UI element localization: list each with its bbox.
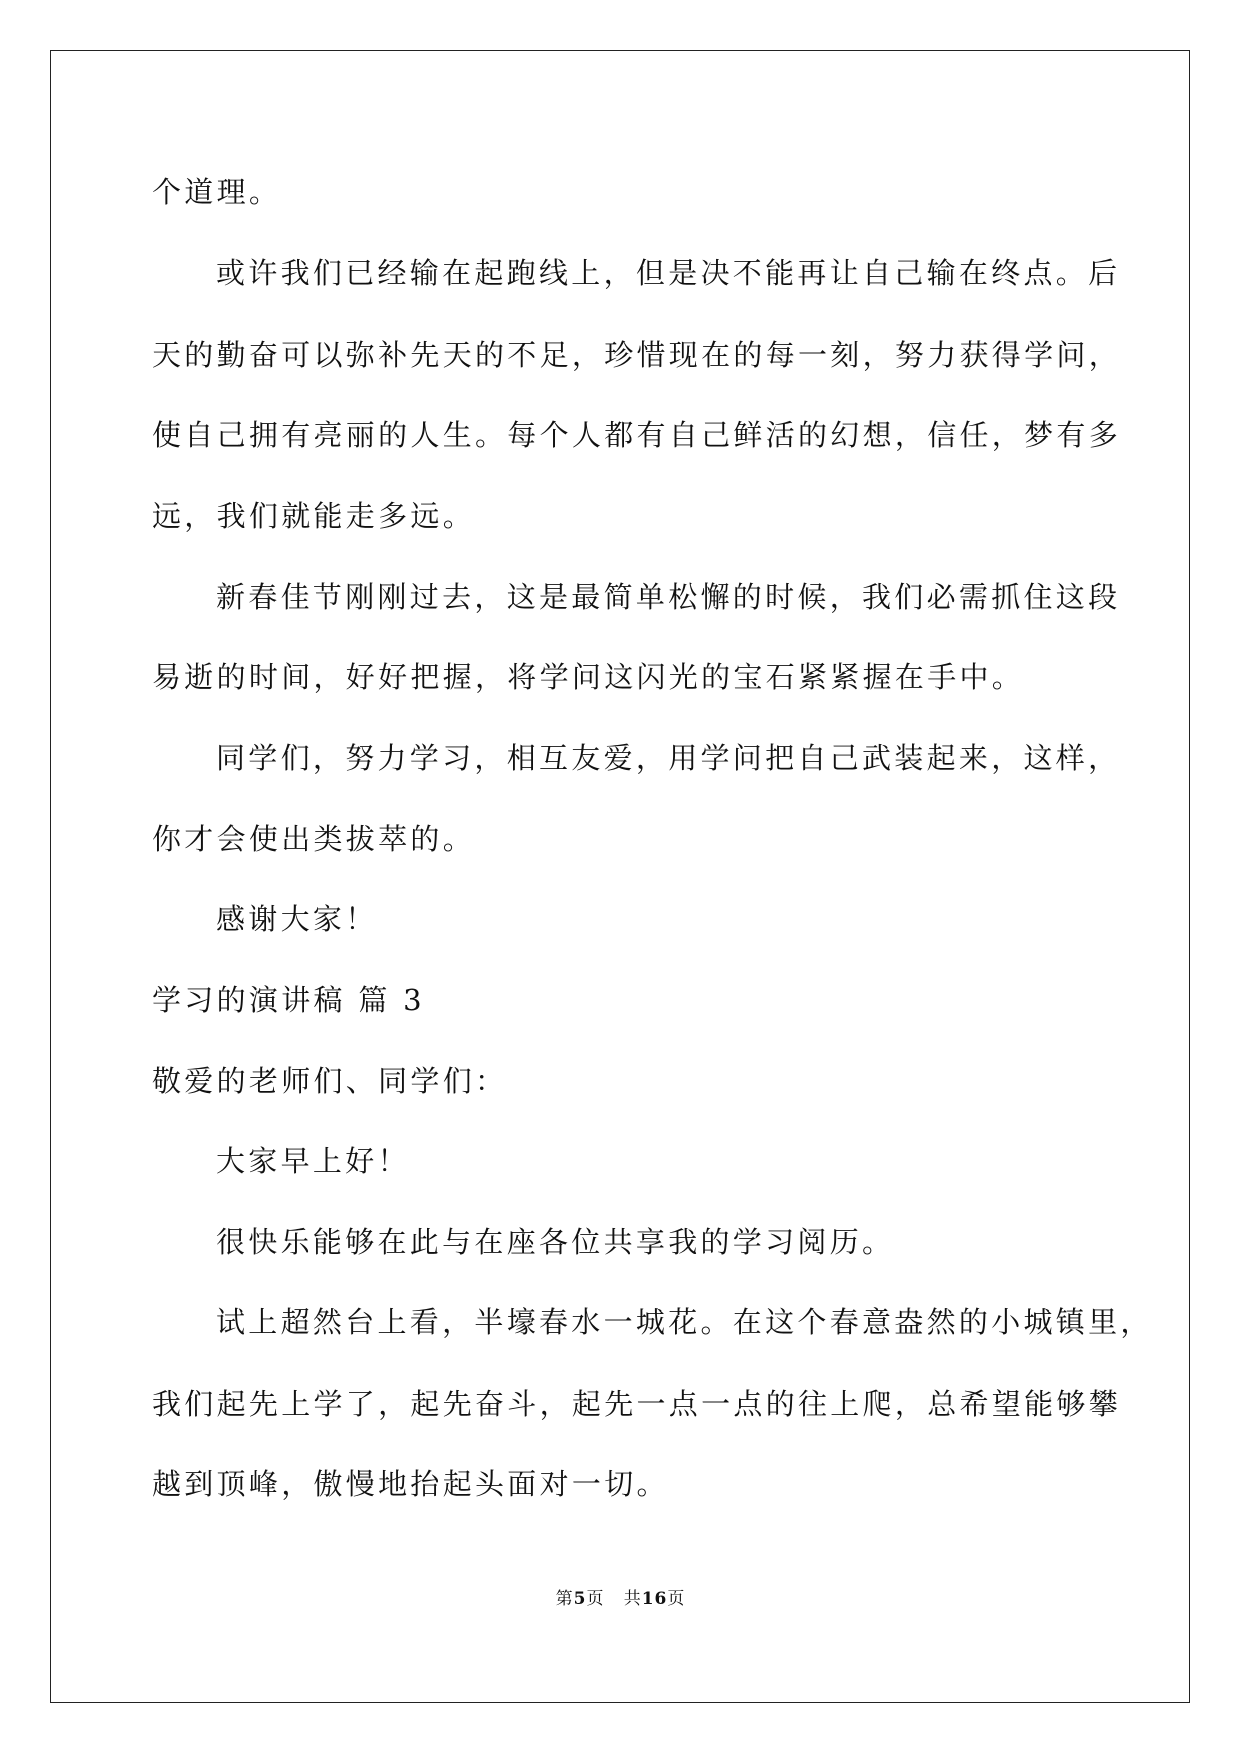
paragraph-line: 我们起先上学了，起先奋斗，起先一点一点的往上爬，总希望能够攀 <box>152 1387 1122 1421</box>
paragraph-line: 易逝的时间，好好把握，将学问这闪光的宝石紧紧握在手中。 <box>152 660 1025 694</box>
paragraph-line: 感谢大家！ <box>216 902 378 936</box>
paragraph-line: 新春佳节刚刚过去，这是最简单松懈的时候，我们必需抓住这段 <box>216 580 1121 614</box>
paragraph-line: 试上超然台上看，半壕春水一城花。在这个春意盎然的小城镇里， <box>216 1305 1153 1339</box>
paragraph-line: 个道理。 <box>152 175 282 209</box>
page-suffix: 页 <box>586 1589 605 1609</box>
page-number: 5 <box>573 1589 587 1609</box>
page-border <box>50 50 1190 1703</box>
paragraph-line: 很快乐能够在此与在座各位共享我的学习阅历。 <box>216 1225 895 1259</box>
paragraph-line: 或许我们已经输在起跑线上，但是决不能再让自己输在终点。后 <box>216 256 1121 290</box>
total-prefix: 共 <box>623 1589 642 1609</box>
paragraph-line: 使自己拥有亮丽的人生。每个人都有自己鲜活的幻想，信任，梦有多 <box>152 418 1122 452</box>
section-heading: 学习的演讲稿 篇 3 <box>152 983 425 1017</box>
page-footer <box>0 1588 1241 1610</box>
paragraph-line: 越到顶峰，傲慢地抬起头面对一切。 <box>152 1467 669 1501</box>
paragraph-line: 你才会使出类拔萃的。 <box>152 822 476 856</box>
total-suffix: 页 <box>667 1589 686 1609</box>
total-pages: 16 <box>641 1589 668 1609</box>
paragraph-line: 远，我们就能走多远。 <box>152 499 476 533</box>
salutation: 敬爱的老师们、同学们： <box>152 1064 508 1098</box>
paragraph-line: 同学们，努力学习，相互友爱，用学问把自己武装起来，这样， <box>216 741 1121 775</box>
page-prefix: 第 <box>555 1589 574 1609</box>
paragraph-line: 大家早上好！ <box>216 1144 410 1178</box>
paragraph-line: 天的勤奋可以弥补先天的不足，珍惜现在的每一刻，努力获得学问， <box>152 338 1122 372</box>
